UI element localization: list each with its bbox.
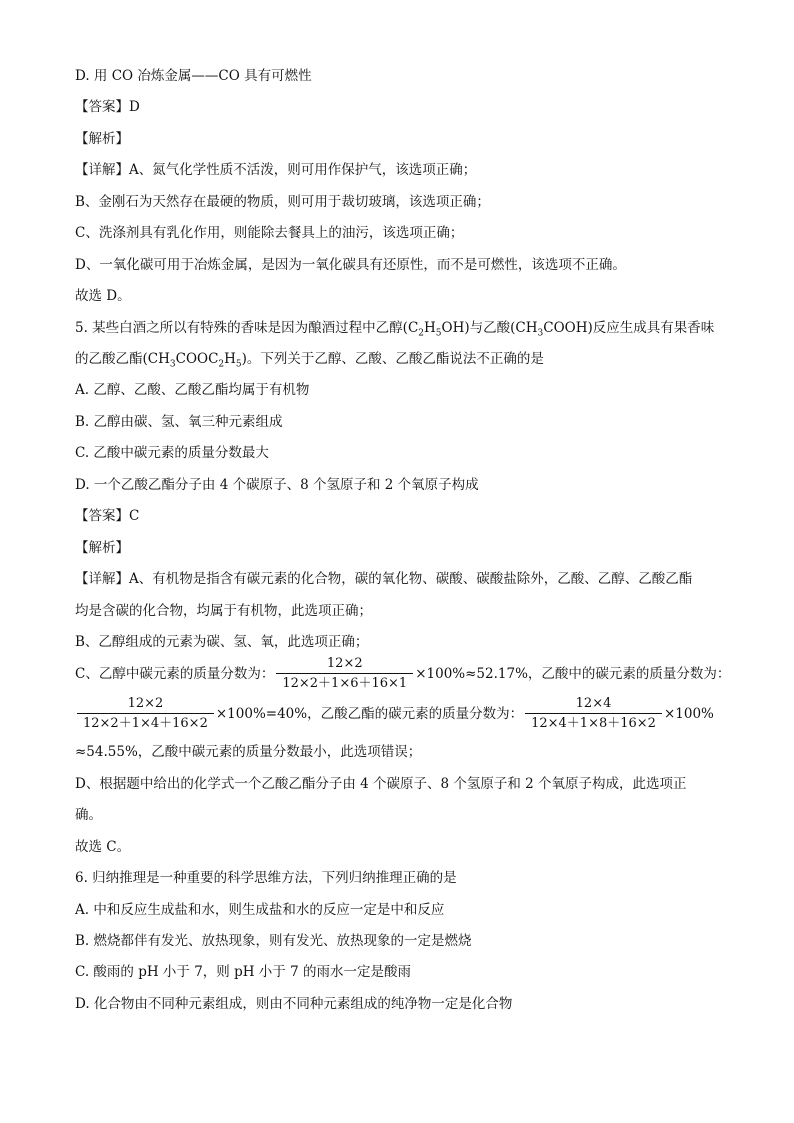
subscript: 2 — [418, 328, 425, 339]
q5-detail-c-line3: ≈54.55%，乙酸中碳元素的质量分数最小，此选项错误； — [75, 744, 422, 760]
q6-option-a: A. 中和反应生成盐和水，则生成盐和水的反应一定是中和反应 — [75, 902, 445, 918]
q5-detail-d-line1: D、根据题中给出的化学式一个乙酸乙酯分子由 4 个碳原子、8 个氢原子和 2 个氧原子构成，此选项正 — [75, 776, 687, 792]
q5-stem-text: H — [424, 320, 436, 336]
q4-option-d: D. 用 CO 冶炼金属——CO 具有可燃性 — [75, 68, 312, 84]
q5-stem-line2 — [75, 349, 544, 375]
q5-answer: 【答案】C — [75, 508, 140, 524]
q5-stem-text: COOH)反应生成具有果香味 — [543, 320, 715, 336]
subscript: 3 — [537, 328, 544, 339]
subscript: 5 — [235, 359, 242, 370]
q5-detail-d-line2: 确。 — [75, 807, 102, 823]
q5-stem-line1 — [75, 318, 714, 344]
subscript: 3 — [169, 359, 176, 370]
q5-conclusion: 故选 C。 — [75, 839, 131, 855]
q5-option-d: D. 一个乙酸乙酯分子由 4 个碳原子、8 个氢原子和 2 个氧原子构成 — [75, 477, 479, 493]
q5-detail-c-line1 — [75, 655, 730, 692]
q4-answer: 【答案】D — [75, 99, 140, 115]
q5-detail-c-text: ×100%=40%，乙酸乙酯的碳元素的质量分数为： — [215, 705, 524, 722]
fraction-numerator: 12×4 — [525, 695, 662, 714]
q6-option-d: D. 化合物由不同种元素组成，则由不同种元素组成的纯净物一定是化合物 — [75, 996, 513, 1012]
q4-conclusion: 故选 D。 — [75, 288, 131, 304]
q5-stem-text: COOC — [175, 351, 219, 367]
q5-detail-c-line2 — [75, 695, 714, 732]
q5-detail-a-line2: 均是含碳的化合物，均属于有机物，此选项正确； — [75, 603, 372, 619]
fraction — [276, 655, 413, 692]
subscript: 2 — [218, 359, 225, 370]
q5-stem-text: H — [224, 351, 236, 367]
q5-detail-c-text: ×100%≈52.17%，乙酸中的碳元素的质量分数为： — [415, 665, 731, 682]
q5-stem-text: OH)与乙酸(CH — [441, 320, 538, 336]
q5-stem-text: 的乙酸乙酯(CH — [75, 351, 170, 367]
q6-option-c: C. 酸雨的 pH 小于 7，则 pH 小于 7 的雨水一定是酸雨 — [75, 964, 411, 980]
q6-option-b: B. 燃烧都伴有发光、放热现象，则有发光、放热现象的一定是燃烧 — [75, 933, 472, 949]
subscript: 5 — [435, 328, 442, 339]
q5-detail-a-line1: 【详解】A、有机物是指含有碳元素的化合物，碳的氧化物、碳酸、碳酸盐除外，乙酸、乙醇、乙酸乙酯 — [75, 571, 693, 587]
q5-stem-text: 5. 某些白酒之所以有特殊的香味是因为酿酒过程中乙醇(C — [75, 320, 419, 336]
fraction-denominator: 12×4＋1×8＋16×2 — [531, 716, 656, 731]
fraction — [525, 695, 662, 732]
q4-detail-a: 【详解】A、氮气化学性质不活泼，则可用作保护气，该选项正确； — [75, 162, 477, 178]
q5-detail-c-text: C、乙醇中碳元素的质量分数为： — [75, 665, 275, 682]
q5-analysis-heading: 【解析】 — [75, 540, 129, 556]
q4-analysis-heading: 【解析】 — [75, 131, 129, 147]
q5-option-c: C. 乙酸中碳元素的质量分数最大 — [75, 445, 269, 461]
q5-stem-text: )。下列关于乙醇、乙酸、乙酸乙酯说法不正确的是 — [241, 351, 544, 367]
q5-detail-c-text: ×100% — [663, 705, 714, 722]
fraction-numerator: 12×2 — [77, 695, 214, 714]
fraction-denominator: 12×2＋1×6＋16×1 — [282, 676, 408, 691]
fraction — [77, 695, 214, 732]
q4-detail-c: C、洗涤剂具有乳化作用，则能除去餐具上的油污，该选项正确； — [75, 225, 464, 241]
q5-option-a: A. 乙醇、乙酸、乙酸乙酯均属于有机物 — [75, 382, 310, 398]
q4-detail-d: D、一氧化碳可用于冶炼金属，是因为一氧化碳具有还原性，而不是可燃性，该选项不正确。 — [75, 257, 626, 273]
fraction-numerator: 12×2 — [276, 655, 413, 674]
q5-option-b: B. 乙醇由碳、氢、氧三种元素组成 — [75, 414, 283, 430]
q4-detail-b: B、金刚石为天然存在最硬的物质，则可用于裁切玻璃，该选项正确； — [75, 194, 490, 210]
fraction-denominator: 12×2＋1×4＋16×2 — [83, 716, 208, 731]
q5-detail-b: B、乙醇组成的元素为碳、氢、氧，此选项正确； — [75, 634, 369, 650]
q6-stem: 6. 归纳推理是一种重要的科学思维方法，下列归纳推理正确的是 — [75, 870, 457, 886]
